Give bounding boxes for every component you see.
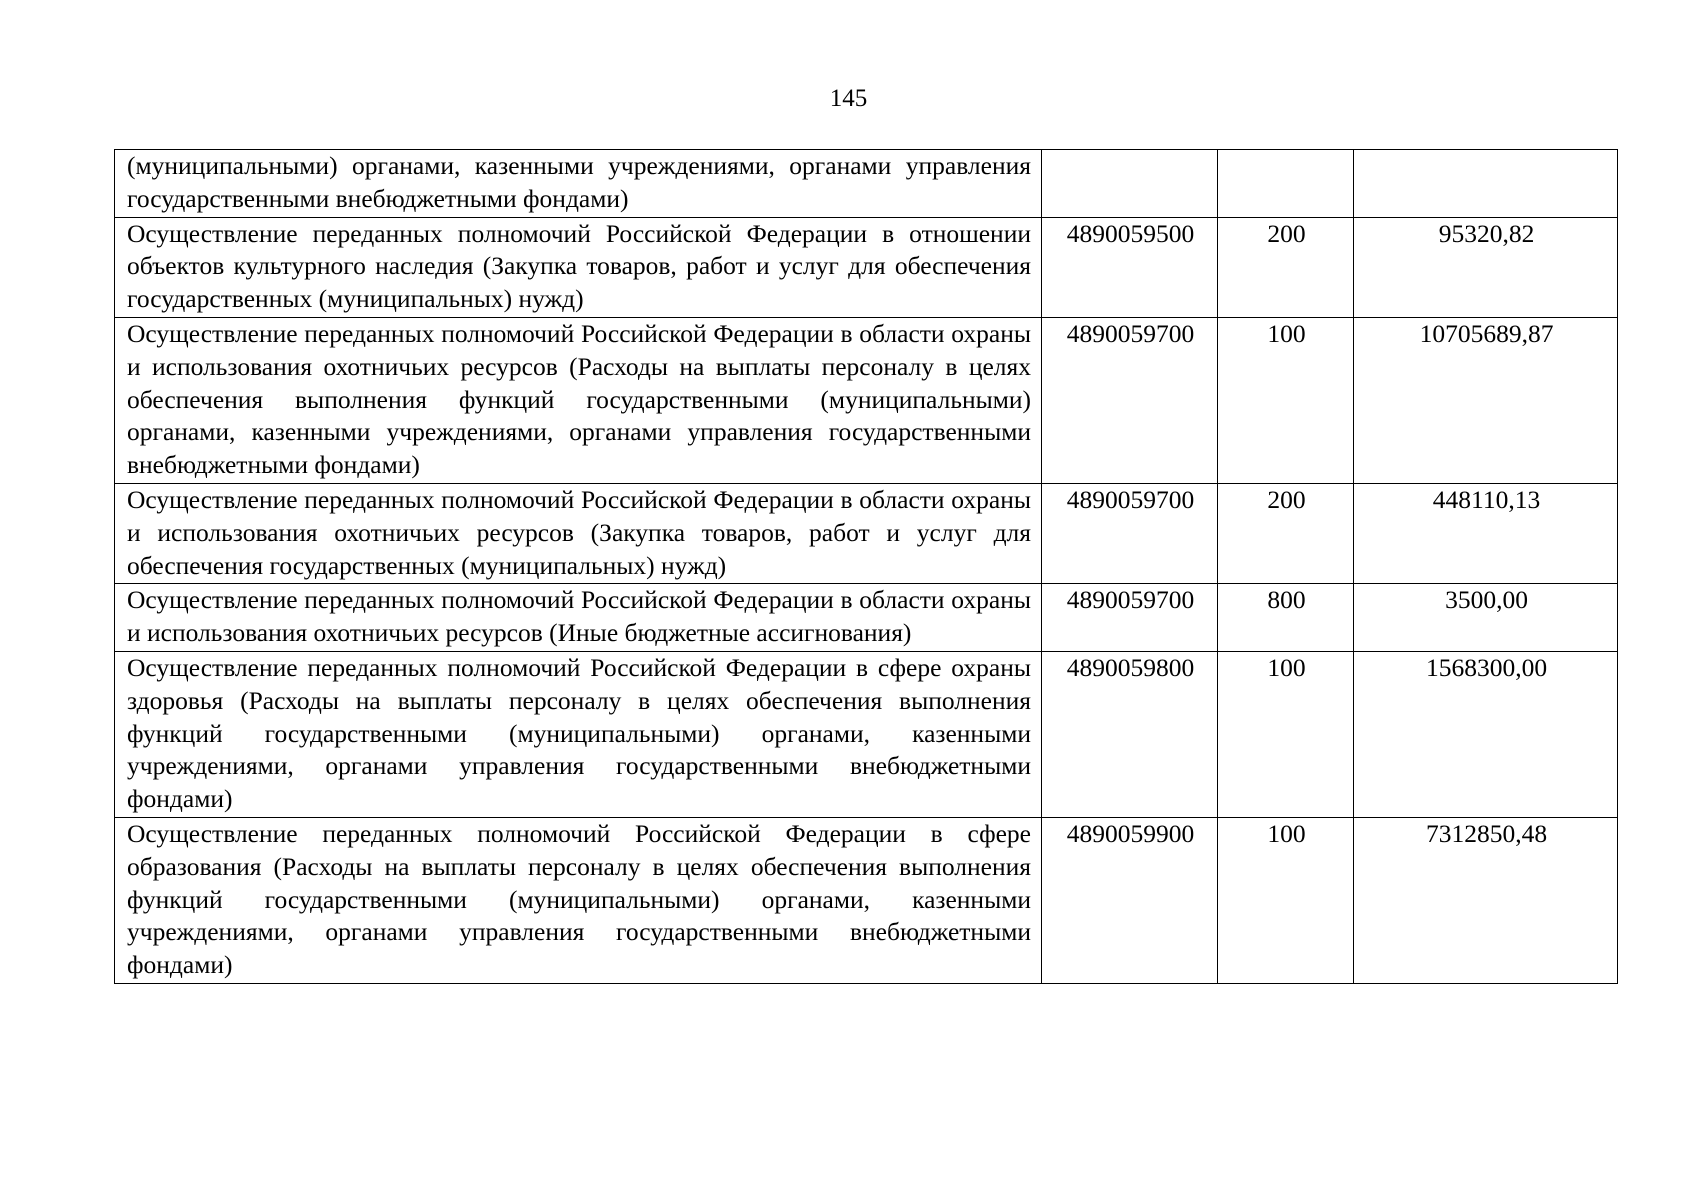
row-amount: 1568300,00: [1354, 651, 1618, 817]
row-description: Осуществление переданных полномочий Российской Федерации в области охраны и использования охотничьих ресурсов (Иные бюджетные ассигнования): [115, 584, 1042, 652]
table-row: [115, 317, 1618, 483]
row-amount: 3500,00: [1354, 584, 1618, 652]
row-amount: 448110,13: [1354, 483, 1618, 583]
table-row: [115, 150, 1618, 218]
row-description: Осуществление переданных полномочий Российской Федерации в сфере охраны здоровья (Расходы на выплаты персоналу в целях обеспечения выполнения функций государственными (муниципальными) органами, казенными учреждениями, органами управления государственными внебюджетными фондами): [115, 651, 1042, 817]
table-row: [115, 817, 1618, 983]
row-code: 4890059500: [1042, 217, 1218, 317]
row-description: Осуществление переданных полномочий Российской Федерации в области охраны и использования охотничьих ресурсов (Расходы на выплаты персоналу в целях обеспечения выполнения функций государственными (муниципальными) органами, казенными учреждениями, органами управления государственными внебюджетными фондами): [115, 317, 1042, 483]
row-code: 4890059700: [1042, 584, 1218, 652]
row-code: [1042, 150, 1218, 218]
row-amount: 7312850,48: [1354, 817, 1618, 983]
row-code: 4890059900: [1042, 817, 1218, 983]
row-expense-type: 100: [1218, 317, 1354, 483]
row-expense-type: 800: [1218, 584, 1354, 652]
table-row: [115, 217, 1618, 317]
row-expense-type: 100: [1218, 651, 1354, 817]
row-expense-type: 200: [1218, 483, 1354, 583]
row-expense-type: 100: [1218, 817, 1354, 983]
row-amount: 10705689,87: [1354, 317, 1618, 483]
row-expense-type: [1218, 150, 1354, 218]
page-number: 145: [829, 85, 868, 112]
row-code: 4890059700: [1042, 317, 1218, 483]
row-description: Осуществление переданных полномочий Российской Федерации в отношении объектов культурного наследия (Закупка товаров, работ и услуг для обеспечения государственных (муниципальных) нужд): [115, 217, 1042, 317]
table-row: [115, 651, 1618, 817]
table-row: [115, 584, 1618, 652]
row-description: (муниципальными) органами, казенными учреждениями, органами управления государственными внебюджетными фондами): [115, 150, 1042, 218]
row-description: Осуществление переданных полномочий Российской Федерации в области охраны и использования охотничьих ресурсов (Закупка товаров, работ и услуг для обеспечения государственных (муниципальных) нужд): [115, 483, 1042, 583]
table-row: [115, 483, 1618, 583]
row-code: 4890059700: [1042, 483, 1218, 583]
row-description: Осуществление переданных полномочий Российской Федерации в сфере образования (Расходы на выплаты персоналу в целях обеспечения выполнения функций государственными (муниципальными) органами, казенными учреждениями, органами управления государственными внебюджетными фондами): [115, 817, 1042, 983]
row-amount: [1354, 150, 1618, 218]
row-code: 4890059800: [1042, 651, 1218, 817]
row-expense-type: 200: [1218, 217, 1354, 317]
budget-table: [114, 149, 1618, 984]
row-amount: 95320,82: [1354, 217, 1618, 317]
